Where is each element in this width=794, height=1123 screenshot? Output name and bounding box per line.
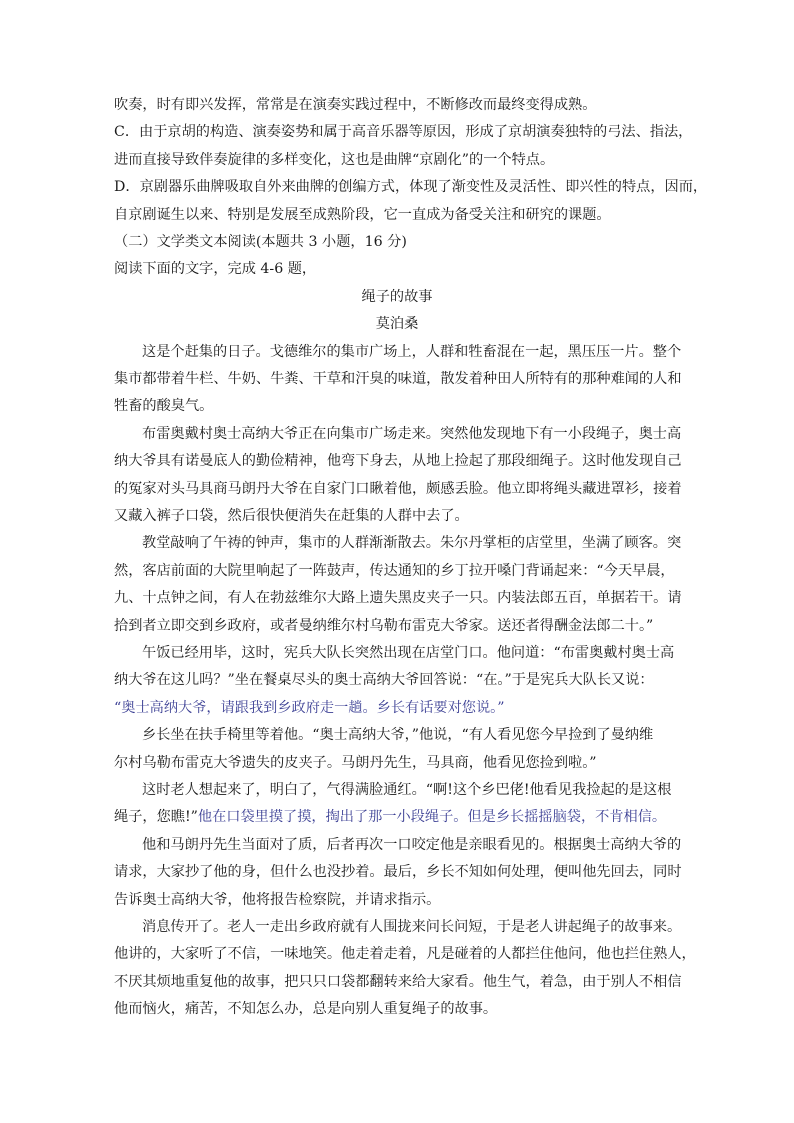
paragraph-line: 纳大爷具有诺曼底人的勤俭精神，他弯下身去，从地上捡起了那段细绳子。这时他发现自己 xyxy=(114,453,682,469)
section-heading: （二）文学类文本阅读(本题共 3 小题，16 分) xyxy=(114,234,407,250)
story-author: 莫泊桑 xyxy=(375,316,419,332)
paragraph-line: 纳大爷在这儿吗？”坐在餐桌尽头的奥士高纳大爷回答说：“在。”于是宪兵大队长又说： xyxy=(114,672,654,688)
story-title: 绳子的故事 xyxy=(361,289,433,305)
paragraph-line: 不厌其烦地重复他的故事，把只只口袋都翻转来给大家看。他生气，着急，由于别人不相信 xyxy=(114,974,682,990)
paragraph-line: 他和马朗丹先生当面对了质，后者再次一口咬定他是亲眼看见的。根据奥士高纳大爷的 xyxy=(142,837,682,853)
line-segment-highlight: 他在口袋里摸了摸，掏出了那一小段绳子。但是乡长摇摇脑袋，不肯相信。 xyxy=(197,809,667,825)
text-line: 吹奏，时有即兴发挥，常常是在演奏实践过程中，不断修改而最终变得成熟。 xyxy=(114,97,597,113)
paragraph-line: 他讲的，大家听了不信，一味地笑。他走着走着，凡是碰着的人都拦住他问，他也拦住熟人， xyxy=(114,946,696,962)
paragraph-line: 告诉奥士高纳大爷，他将报告检察院，并请求指示。 xyxy=(114,892,441,908)
paragraph-line: 然，客店前面的大院里响起了一阵鼓声，传达通知的乡丁拉开嗓门背诵起来：“今天早晨， xyxy=(114,563,675,579)
paragraph-line: 请求，大家抄了他的身，但什么也没抄着。最后，乡长不知如何处理，便叫他先回去，同时 xyxy=(114,864,682,880)
text-line: 进而直接导致伴奏旋律的多样变化，这也是曲牌“京剧化”的一个特点。 xyxy=(114,152,555,168)
paragraph-line: 消息传开了。老人一走出乡政府就有人围拢来问长问短，于是老人讲起绳子的故事来。 xyxy=(142,919,682,935)
paragraph-line: 乡长坐在扶手椅里等着他。“奥士高纳大爷，”他说，“有人看见您今早捡到了曼纳维 xyxy=(142,727,654,743)
paragraph-line: 又藏入裤子口袋，然后很快便消失在赶集的人群中去了。 xyxy=(114,508,469,524)
paragraph-line: 这是个赶集的日子。戈德维尔的集市广场上，人群和牲畜混在一起，黑压压一片。整个 xyxy=(142,344,682,360)
paragraph-line: 布雷奥戴村奥士高纳大爷正在向集市广场走来。突然他发现地下有一小段绳子，奥士高 xyxy=(142,426,682,442)
paragraph-line xyxy=(114,807,666,827)
paragraph-line: 九、十点钟之间，有人在勃兹维尔大路上遗失黑皮夹子一只。内装法郎五百，单据若干。请 xyxy=(114,590,682,606)
paragraph-line: 这时老人想起来了，明白了，气得满脸通红。“啊!这个乡巴佬!他看见我捡起的是这根 xyxy=(142,782,672,798)
text-line: 自京剧诞生以来、特别是发展至成熟阶段，它一直成为备受关注和研究的课题。 xyxy=(114,207,611,223)
option-c-line: C．由于京胡的构造、演奏姿势和属于高音乐器等原因，形成了京胡演奏独特的弓法、指法， xyxy=(114,124,693,140)
paragraph-line: 尔村乌勒布雷克大爷遗失的皮夹子。马朗丹先生，马具商，他看见您捡到啦。” xyxy=(114,755,597,771)
paragraph-line: 集市都带着牛栏、牛奶、牛粪、干草和汗臭的味道，散发着种田人所特有的那种难闻的人和 xyxy=(114,371,682,387)
instruction-line: 阅读下面的文字，完成 4-6 题， xyxy=(114,261,317,277)
option-d-line: D．京剧器乐曲牌吸取自外来曲牌的创编方式，体现了渐变性及灵活性、即兴性的特点，因而， xyxy=(114,179,708,195)
paragraph-line: 午饭已经用毕，这时，宪兵大队长突然出现在店堂门口。他问道：“布雷奥戴村奥士高 xyxy=(142,645,675,661)
paragraph-line: 牲畜的酸臭气。 xyxy=(114,398,214,414)
paragraph-line: 教堂敲响了午祷的钟声，集市的人群渐渐散去。朱尔丹掌柜的店堂里，坐满了顾客。突 xyxy=(142,535,682,551)
paragraph-line: 的冤家对头马具商马朗丹大爷在自家门口瞅着他，颇感丢脸。他立即将绳头藏进罩衫，接着 xyxy=(114,481,682,497)
paragraph-line: 他而恼火，痛苦，不知怎么办，总是向别人重复绳子的故事。 xyxy=(114,1001,498,1017)
paragraph-line: 拾到者立即交到乡政府，或者曼纳维尔村乌勒布雷克大爷家。送还者得酬金法郎二十。” xyxy=(114,618,654,634)
line-segment: 绳子，您瞧!” xyxy=(114,809,198,825)
paragraph-line: “奥士高纳大爷，请跟我到乡政府走一趟。乡长有话要对您说。” xyxy=(114,700,505,716)
